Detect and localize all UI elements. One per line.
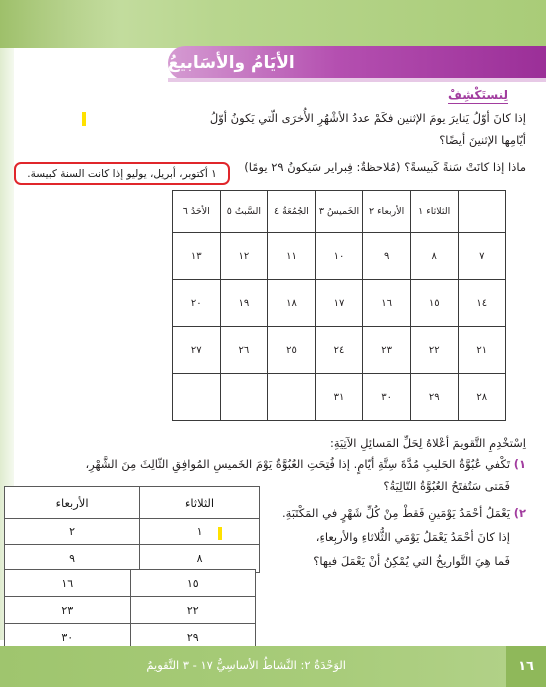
calendar-cell: ٢٥ — [268, 327, 316, 374]
calendar-cell: ١٠ — [315, 233, 363, 280]
calendar-cell: ١٦ — [363, 280, 411, 327]
answer-table-cell: ٣٠ — [5, 624, 131, 652]
lesson-title: الأيَامُ والأسَابيعُ — [168, 53, 295, 73]
page-footer — [0, 646, 546, 687]
calendar-cell: ١٩ — [220, 280, 268, 327]
question-line-1: إذا كانَ أوّلُ يَنايرَ يومَ الإثنين فكَمْ عددُ الأشْهُرِ الأُخرَى الّتي يَكونُ أوّلُ — [209, 111, 526, 125]
calendar-cell: ١٥ — [410, 280, 458, 327]
calendar-header: السَّبتُ ٥ — [220, 191, 268, 233]
footer-text: الوَحْدَةُ ٢: النَّشاطُ الأساسِيُّ ١٧ - ٣ التَّقويمُ — [146, 658, 346, 672]
calendar-cell: ٩ — [363, 233, 411, 280]
answer-table-row — [5, 597, 256, 624]
problem-2-text-1: يَعْمَلُ أحْمَدُ يَوْمَينِ فَقطْ مِنْ كُلِّ شَهْرٍ في المَكْتَبَةِ. — [282, 506, 511, 520]
calendar-row — [173, 280, 506, 327]
calendar-cell: ٢٤ — [315, 327, 363, 374]
answer-table-cell: ٨ — [140, 545, 260, 573]
answer-table-cell: ٢٣ — [5, 597, 131, 624]
calendar-cell: ٣٠ — [363, 374, 411, 421]
calendar-cell: ٢٣ — [363, 327, 411, 374]
answer-table-cell: ١٥ — [130, 570, 256, 597]
calendar-table — [172, 190, 506, 421]
calendar-cell: ٢٧ — [173, 327, 221, 374]
calendar-header-row — [173, 191, 506, 233]
problems-intro: اِسْتخْدِمِ التَّقويمَ أعْلاهُ لِحَلِّ المَسائِلِ الآتِيَةِ: — [329, 436, 526, 450]
problem-1-line-1 — [85, 457, 526, 471]
problem-1-line-2: فَمَتى سَتُفتَحُ العُبُوَّةُ التّالِيَةُ؟ — [383, 479, 510, 493]
calendar-cell: ٢١ — [458, 327, 506, 374]
answer-table-row — [5, 570, 256, 597]
answer-table-header: الأربعاء — [5, 487, 140, 519]
calendar-row — [173, 327, 506, 374]
calendar-cell — [220, 374, 268, 421]
highlight-mark-top — [82, 112, 86, 126]
problem-1-number: ١) — [513, 457, 526, 471]
answer-table-cell: ١٦ — [5, 570, 131, 597]
calendar-header-empty — [458, 191, 506, 233]
question-line-3: ماذا إذا كانَتْ سَنةً كَبيسةً؟ (مُلاحظةٌ: فِبراير سَيكونُ ٢٩ يومًا) — [244, 160, 526, 174]
handwritten-answer-box — [14, 162, 230, 185]
calendar-cell — [268, 374, 316, 421]
calendar-cell: ١٢ — [220, 233, 268, 280]
calendar-cell: ١٨ — [268, 280, 316, 327]
calendar-header: الأربعاء ٢ — [363, 191, 411, 233]
highlight-mark-table — [218, 527, 222, 540]
question-line-2: أيّامِها الإثنينَ أيضًا؟ — [439, 133, 526, 147]
header-background — [0, 0, 546, 48]
calendar-cell: ٢٦ — [220, 327, 268, 374]
page-number-box — [506, 646, 546, 687]
calendar-header: الثلاثاء ١ — [410, 191, 458, 233]
answer-table-bottom — [4, 569, 256, 652]
calendar-cell — [173, 374, 221, 421]
answer-table-cell: ١ — [140, 519, 260, 545]
title-underline — [168, 78, 546, 82]
calendar-cell: ١٧ — [315, 280, 363, 327]
calendar-cell: ١٤ — [458, 280, 506, 327]
lesson-title-band — [168, 46, 546, 80]
calendar-header: الخَميسُ ٣ — [315, 191, 363, 233]
problem-2-line-2: إذا كانَ أحْمَدُ يَعْمَلُ يَوْمَي الثُّلاثاءِ والأربِعاءِ، — [315, 530, 510, 544]
problem-1-text-1: تَكْفي عُبُوَّةُ الحَليبِ مُدَّةَ سِتَّةِ أيّامٍ. إذا فُتِحَتِ العُبُوَّةُ يَوْمَ الخَميسِ المُوافِقِ الثّالِثَ مِنَ الشَّهْرِ، — [85, 457, 511, 471]
problem-2-line-1 — [282, 506, 526, 520]
calendar-cell: ٣١ — [315, 374, 363, 421]
calendar-cell: ١٣ — [173, 233, 221, 280]
problem-2-line-3: فَما هِيَ التَّواريخُ التي يُمْكِنُ أنْ يَعْمَلَ فيها؟ — [313, 554, 510, 568]
answer-table-cell: ٢٩ — [130, 624, 256, 652]
section-label: لِنستَكْشِفْ — [448, 88, 508, 102]
answer-table-cell: ٩ — [5, 545, 140, 573]
calendar-header: الجُمُعَةُ ٤ — [268, 191, 316, 233]
calendar-row — [173, 374, 506, 421]
header-corner-shade — [0, 0, 120, 48]
calendar-cell: ٢٠ — [173, 280, 221, 327]
page-number: ١٦ — [518, 659, 534, 674]
answer-table-header-row — [5, 487, 260, 519]
calendar-cell: ٧ — [458, 233, 506, 280]
calendar-cell: ٨ — [410, 233, 458, 280]
calendar-row — [173, 233, 506, 280]
answer-table-cell: ٢ — [5, 519, 140, 545]
calendar-cell: ٢٩ — [410, 374, 458, 421]
calendar-header: الأحَدُ ٦ — [173, 191, 221, 233]
calendar-cell: ٢٢ — [410, 327, 458, 374]
calendar-cell: ١١ — [268, 233, 316, 280]
problem-2-number: ٢) — [513, 506, 526, 520]
answer-table-cell: ٢٢ — [130, 597, 256, 624]
calendar-cell: ٢٨ — [458, 374, 506, 421]
answer-table-header: الثلاثاء — [140, 487, 260, 519]
handwritten-answer: ١ أكتوبر، أبريل، يوليو إذا كانت السنة كبيسة. — [27, 167, 217, 180]
